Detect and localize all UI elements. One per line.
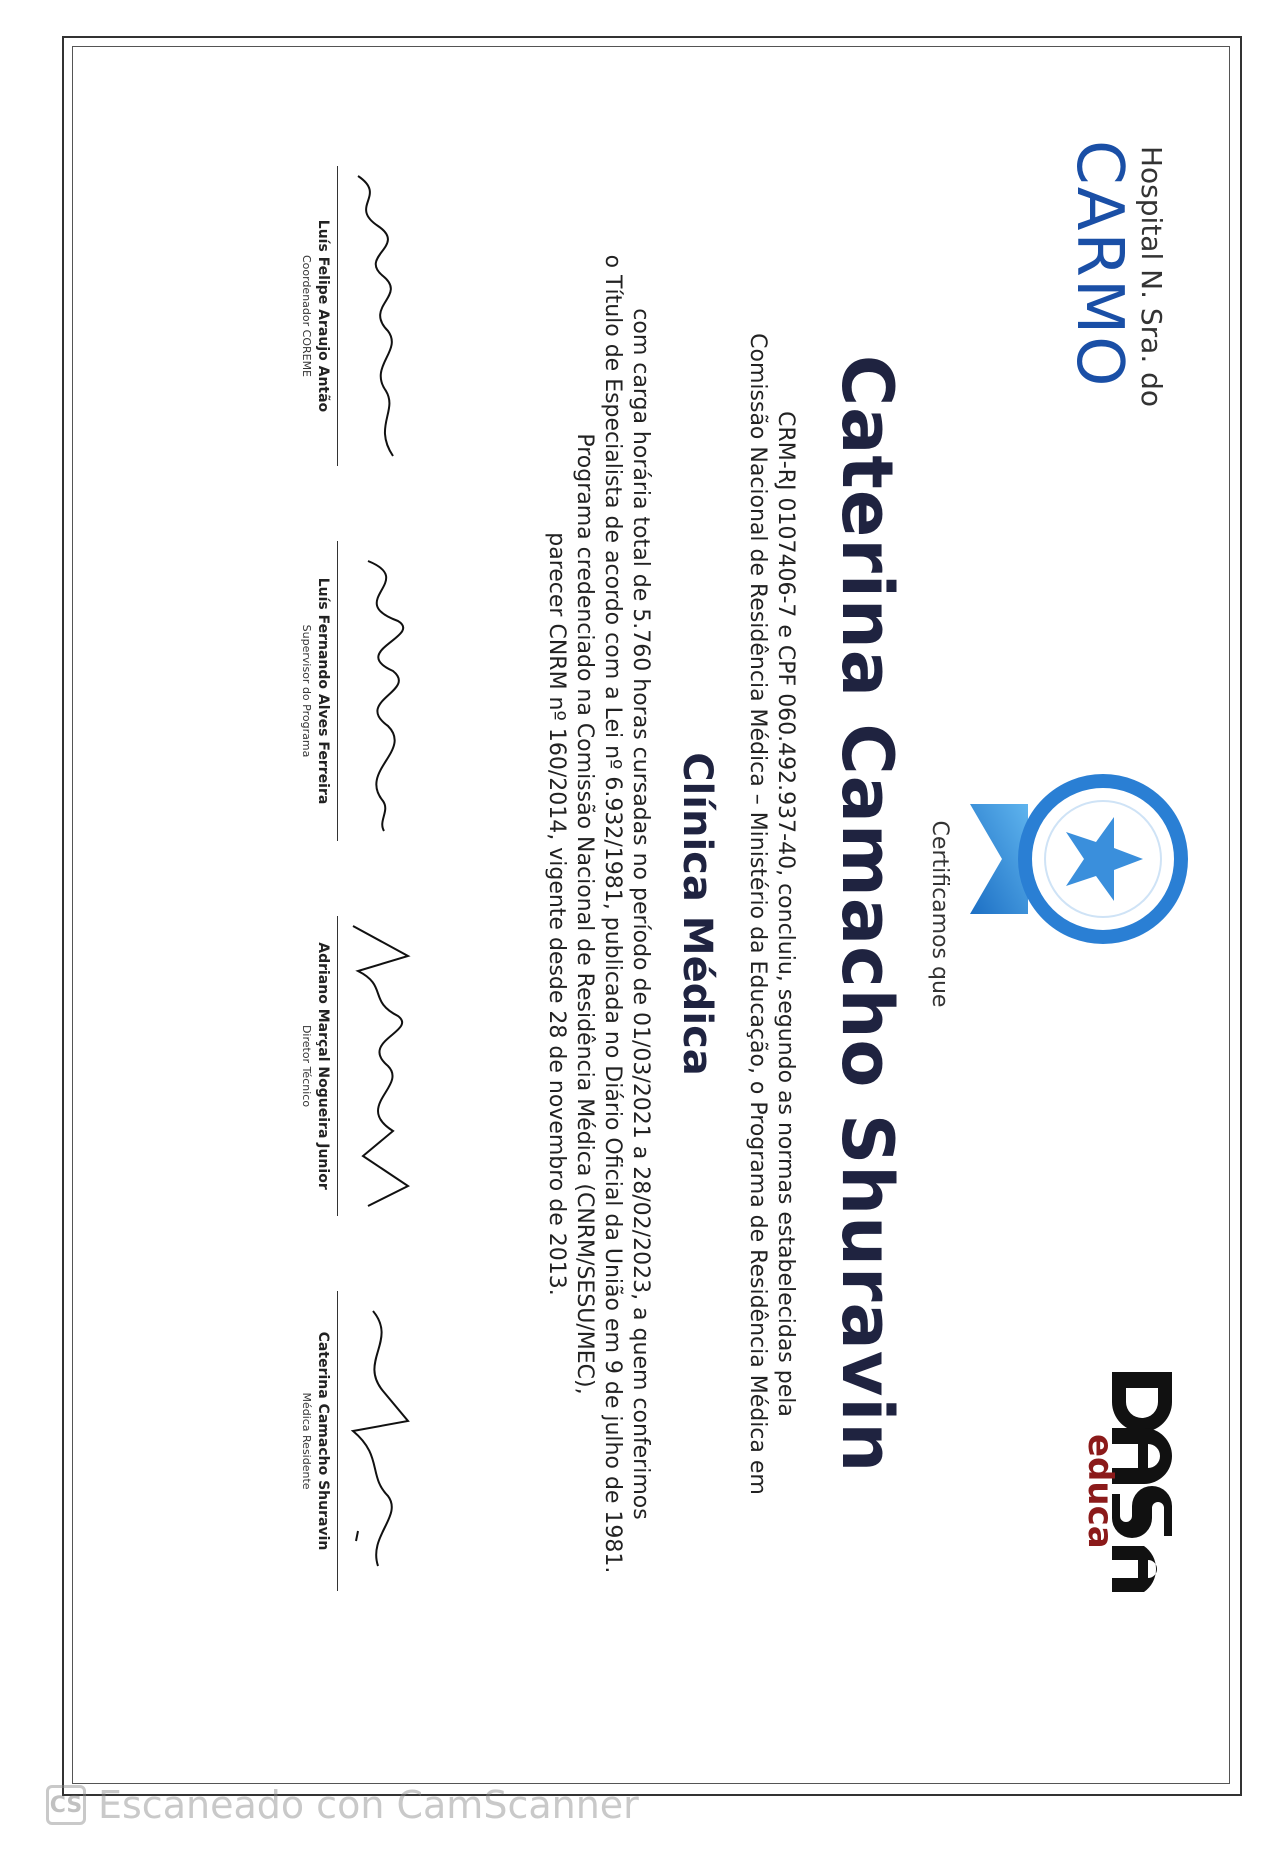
hospital-logo-wordmark: CARMO [1062,140,1136,389]
camscanner-watermark-text: Escaneado con CamScanner [98,1783,639,1827]
signature-block-resident [300,1291,338,1591]
certificate-body-line-4: o Título de Especialista de acordo com a Lei nº 6.932/1981, publicada no Diário Oficial da União em 9 de julho de 1981. [600,254,625,1574]
signer-role: Médica Residente [300,1392,313,1490]
signer-name: Adriano Marçal Nogueira Junior [315,942,331,1190]
certificate-body-line-1: CRM-RJ 0107406-7 e CPF 060.492.937-40, concluiu, segundo as normas estabelecidas pela [773,411,798,1417]
signature-scribble [338,1291,428,1591]
hospital-logo-line1: Hospital N. Sra. do [1135,146,1168,408]
signer-name: Luís Felipe Araujo Antão [315,219,331,413]
signature-block-coordinator [300,166,338,466]
signer-name: Caterina Camacho Shuravin [315,1331,331,1551]
signer-role: Supervisor do Programa [300,624,313,758]
certificate-body-line-3: com carga horária total de 5.760 horas cursadas no período de 01/03/2021 a 28/02/2023, a quem conferimos [628,308,653,1520]
signature-scribble [338,541,428,841]
ribbon-badge-icon [968,744,1198,974]
certificate-body-line-2: Comissão Nacional de Residência Médica – Ministério da Educação, o Programa de Residência Médica em [745,333,770,1495]
signature-scribble [338,166,428,466]
certificate-page [62,36,1238,1792]
signer-role: Diretor Técnico [300,1024,313,1108]
signature-block-supervisor [300,541,338,841]
camscanner-logo-icon: CS [46,1785,86,1825]
specialty-title: Clínica Médica [674,752,720,1076]
dasa-educa-label: educa [1080,1434,1120,1549]
signature-block-director [300,916,338,1216]
camscanner-watermark [46,1783,639,1827]
signer-name: Luís Fernando Alves Ferreira [315,577,331,805]
certify-intro: Certificamos que [927,820,952,1008]
signer-role: Coordenador COREME [300,254,313,378]
signature-scribble [338,916,428,1216]
certificate-body-line-5: Programa credenciado na Comissão Nacional de Residência Médica (CNRM/SESU/MEC), [572,433,597,1395]
recipient-name: Caterina Camacho Shuravin [826,354,908,1474]
certificate-body-line-6: parecer CNRM nº 160/2014, vigente desde 28 de novembro de 2013. [544,532,569,1296]
